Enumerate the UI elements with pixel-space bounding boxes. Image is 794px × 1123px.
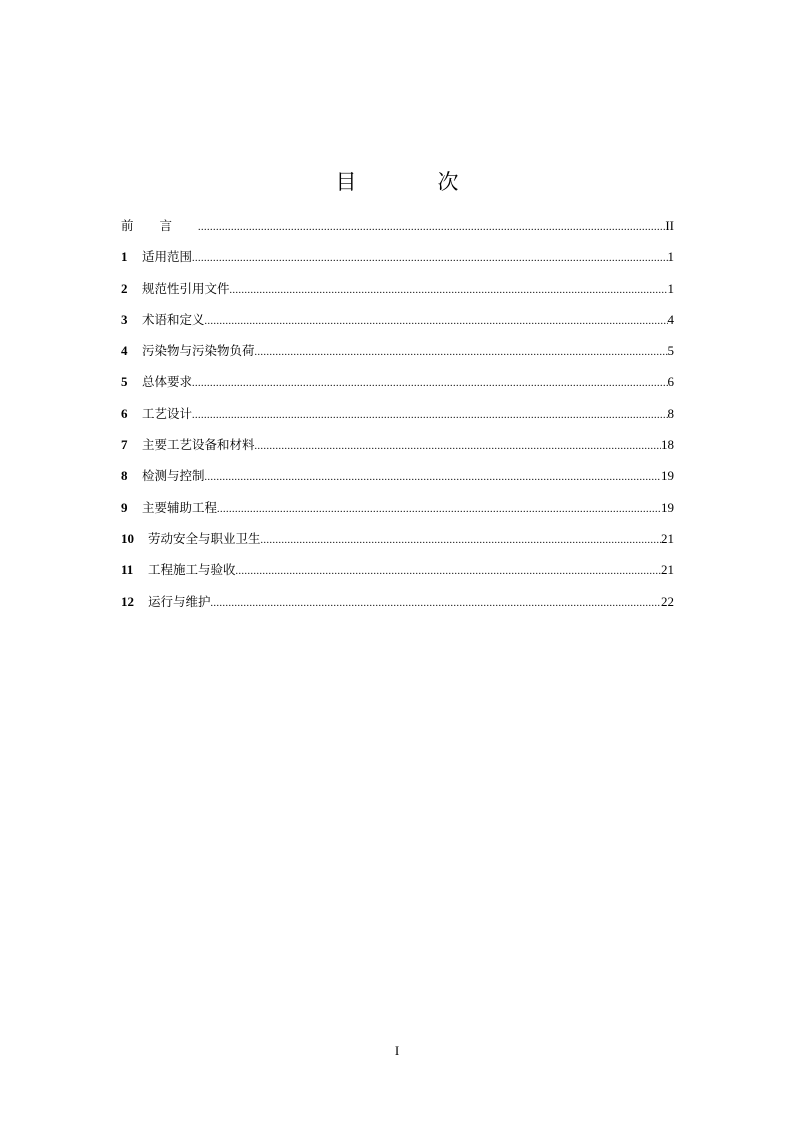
- toc-entry-page: 18: [661, 437, 674, 453]
- toc-leader-dots: [217, 502, 661, 518]
- toc-entry-label: 前言: [121, 218, 199, 233]
- toc-leader-dots: [205, 470, 661, 486]
- toc-entry-number: 8: [121, 468, 128, 484]
- toc-leader-dots: [205, 314, 668, 330]
- toc-entry-page: 1: [667, 249, 674, 265]
- toc-entry-11[interactable]: [121, 562, 674, 593]
- toc-entry-12[interactable]: [121, 594, 674, 625]
- toc-leader-dots: [192, 408, 667, 424]
- page-number: I: [394, 1043, 400, 1058]
- toc-entry-label: 总体要求: [142, 374, 193, 390]
- toc-leader-dots: [211, 596, 661, 612]
- toc-entry-label: 运行与维护: [148, 593, 211, 609]
- toc-entry-number: 2: [121, 280, 128, 296]
- toc-entry-2[interactable]: [121, 281, 674, 312]
- toc-entry-label: 主要工艺设备和材料: [142, 437, 255, 453]
- toc-entry-number: 1: [121, 249, 128, 265]
- toc-entry-page: II: [665, 218, 674, 233]
- toc-entry-9[interactable]: [121, 500, 674, 531]
- toc-leader-dots: [192, 251, 667, 267]
- toc-entry-number: 11: [121, 562, 134, 578]
- toc-leader-dots: [255, 439, 661, 455]
- toc-entry-4[interactable]: [121, 343, 674, 374]
- toc-entry-7[interactable]: [121, 437, 674, 468]
- toc-entry-8[interactable]: [121, 468, 674, 499]
- toc-leader-dots: [255, 345, 668, 361]
- toc-entry-label: 规范性引用文件: [142, 280, 230, 296]
- toc-leader-dots: [192, 376, 667, 392]
- toc-entry-10[interactable]: [121, 531, 674, 562]
- toc-entry-3[interactable]: [121, 312, 674, 343]
- toc-entry-number: 5: [121, 374, 128, 390]
- toc-title: 目 次: [335, 170, 489, 194]
- toc-leader-dots: [236, 564, 661, 580]
- toc-entry-number: 7: [121, 437, 128, 453]
- toc-entry-page: 4: [667, 311, 674, 327]
- toc-entry-page: 8: [667, 405, 674, 421]
- toc-entry-label: 主要辅助工程: [142, 499, 218, 515]
- toc-entry-label: 污染物与污染物负荷: [142, 343, 255, 359]
- toc-leader-dots: [230, 283, 668, 299]
- toc-entry-page: 21: [661, 530, 674, 546]
- toc-entry-page: 19: [661, 468, 674, 484]
- toc-entry-page: 19: [661, 499, 674, 515]
- toc-entry-page: 6: [667, 374, 674, 390]
- toc-entry-page: 22: [661, 593, 674, 609]
- toc-entry-page: 5: [667, 343, 674, 359]
- toc-entry-5[interactable]: [121, 374, 674, 405]
- toc-entry-number: 3: [121, 311, 128, 327]
- toc-leader-dots: [261, 533, 661, 549]
- toc-entry-label: 术语和定义: [142, 311, 205, 327]
- toc-entry-number: 4: [121, 343, 128, 359]
- toc-entry-number: 12: [121, 593, 134, 609]
- table-of-contents: [121, 218, 674, 625]
- toc-entry-label: 工艺设计: [142, 405, 193, 421]
- toc-entry-6[interactable]: [121, 406, 674, 437]
- toc-entry-page: 1: [667, 280, 674, 296]
- toc-entry-label: 检测与控制: [142, 468, 205, 484]
- toc-entry-number: 10: [121, 530, 134, 546]
- toc-entry-number: 6: [121, 405, 128, 421]
- toc-entry-label: 适用范围: [142, 249, 193, 265]
- toc-entry-number: 9: [121, 499, 128, 515]
- toc-entry-preface[interactable]: [121, 218, 674, 249]
- toc-leader-dots: [198, 220, 665, 236]
- toc-entry-label: 劳动安全与职业卫生: [148, 530, 261, 546]
- toc-entry-1[interactable]: [121, 249, 674, 280]
- toc-entry-page: 21: [661, 562, 674, 578]
- toc-entry-label: 工程施工与验收: [148, 562, 236, 578]
